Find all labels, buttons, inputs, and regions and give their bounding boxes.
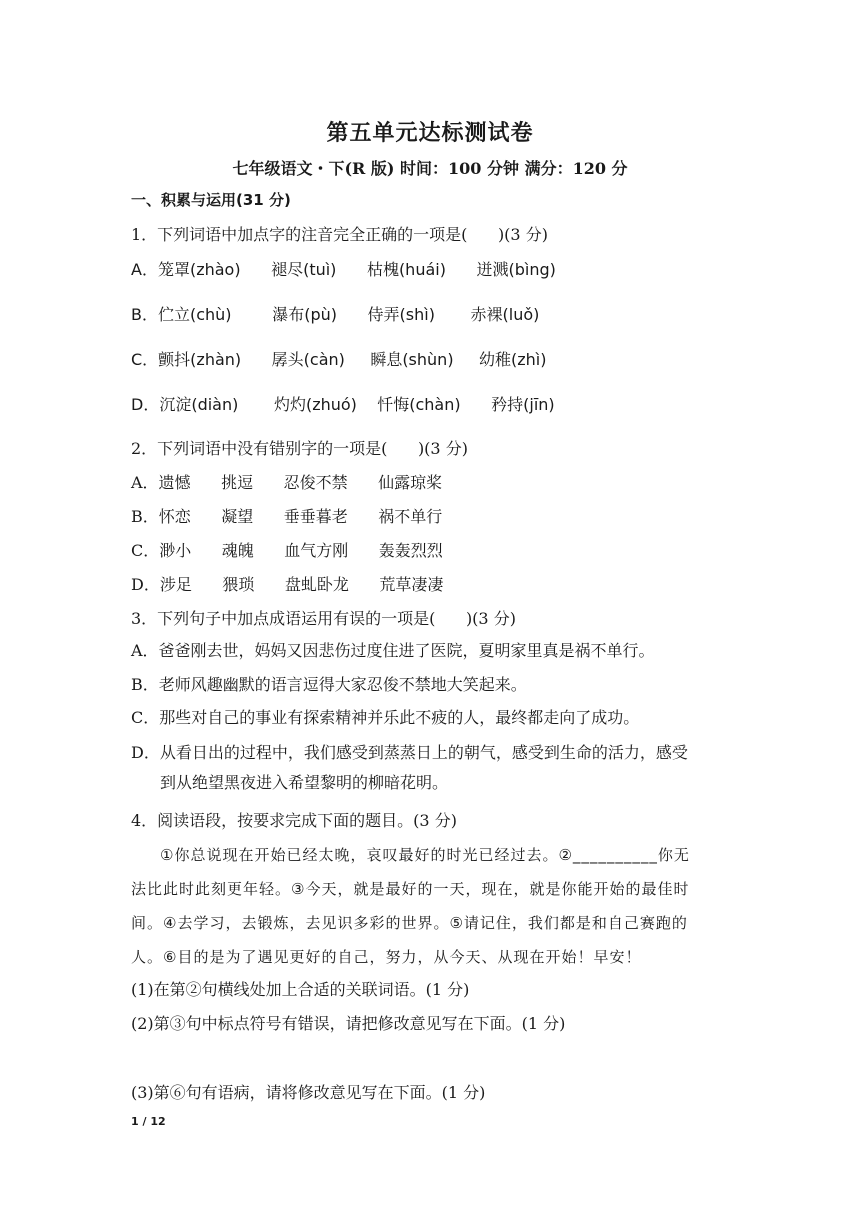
question-4-sub-1: (1)在第②句横线处加上合适的关联词语。(1 分) — [131, 980, 470, 999]
passage-line: ①你总说现在开始已经太晚，哀叹最好的时光已经过去。②__________你无 — [160, 846, 690, 864]
question-1-option-a: A．笼罩(zhào) 褪尽(tuì) 枯槐(huái) 迸溅(bìng) — [131, 260, 556, 279]
question-4-sub-3: (3)第⑥句有语病，请将修改意见写在下面。(1 分) — [131, 1083, 486, 1102]
page-title: 第五单元达标测试卷 — [326, 121, 534, 146]
question-1-stem: 1．下列词语中加点字的注音完全正确的一项是( )(3 分) — [131, 225, 548, 244]
question-1-option-c: C．颤抖(zhàn) 孱头(càn) 瞬息(shùn) 幼稚(zhì) — [131, 350, 547, 369]
question-2-stem: 2．下列词语中没有错别字的一项是( )(3 分) — [131, 439, 468, 458]
passage-line: 法比此时此刻更年轻。③今天，就是最好的一天，现在，就是你能开始的最佳时 — [131, 880, 690, 898]
question-2-option-a: A．遗憾 挑逗 忍俊不禁 仙露琼桨 — [131, 473, 443, 492]
section-heading: 一、积累与运用(31 分) — [131, 191, 291, 209]
question-1-option-d: D．沉淀(diàn) 灼灼(zhuó) 忏悔(chàn) 矜持(jīn) — [131, 395, 555, 414]
question-2-option-b: B．怀恋 凝望 垂垂暮老 祸不单行 — [131, 507, 443, 526]
question-1-option-b: B．伫立(chù) 瀑布(pù) 侍弄(shì) 赤裸(luǒ) — [131, 305, 540, 324]
question-3-option-a: A．爸爸刚去世，妈妈又因悲伤过度住进了医院，夏明家里真是祸不单行。 — [131, 641, 655, 660]
exam-info: 七年级语文・下(R 版) 时间：100 分钟 满分：120 分 — [232, 159, 628, 178]
question-3-option-b: B．老师风趣幽默的语言逗得大家忍俊不禁地大笑起来。 — [131, 675, 527, 694]
question-2-option-c: C．渺小 魂魄 血气方刚 轰轰烈烈 — [131, 541, 443, 560]
question-3-stem: 3．下列句子中加点成语运用有误的一项是( )(3 分) — [131, 609, 516, 628]
question-4-sub-2: (2)第③句中标点符号有错误，请把修改意见写在下面。(1 分) — [131, 1014, 566, 1033]
question-4-stem: 4．阅读语段，按要求完成下面的题目。(3 分) — [131, 811, 457, 830]
question-3-option-d-cont: 到从绝望黑夜进入希望黎明的柳暗花明。 — [160, 773, 449, 792]
passage-line: 间。④去学习，去锻炼，去见识多彩的世界。⑤请记住，我们都是和自己赛跑的 — [131, 914, 688, 932]
question-3-option-c: C．那些对自己的事业有探索精神并乐此不疲的人，最终都走向了成功。 — [131, 708, 640, 727]
passage-line: 人。⑥目的是为了遇见更好的自己，努力，从今天、从现在开始！早安！ — [131, 948, 642, 966]
question-2-option-d: D．涉足 猥琐 盘虬卧龙 荒草凄凄 — [131, 575, 444, 594]
page-number: 1 / 12 — [131, 1115, 166, 1128]
question-3-option-d: D．从看日出的过程中，我们感受到蒸蒸日上的朝气，感受到生命的活力，感受 — [131, 743, 688, 762]
